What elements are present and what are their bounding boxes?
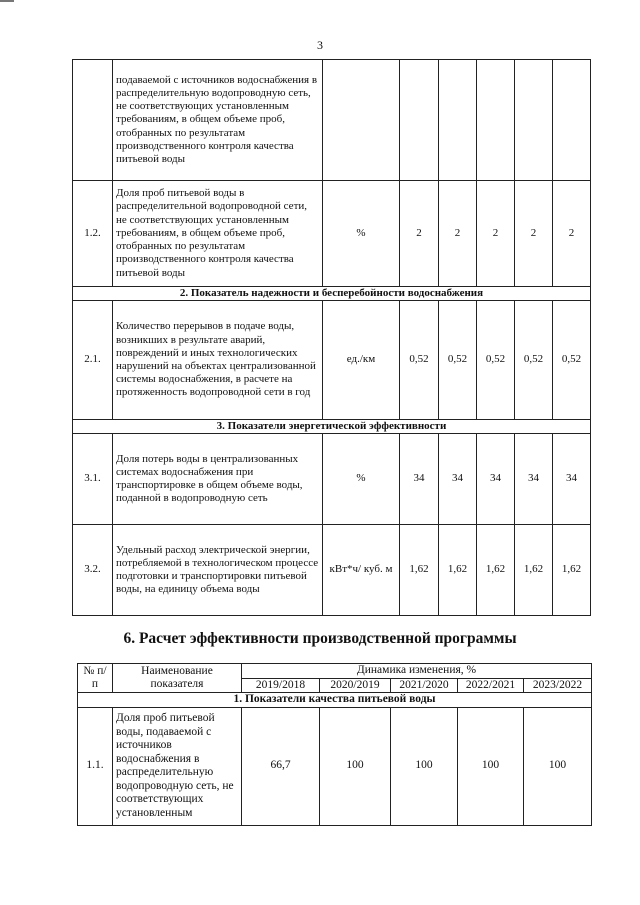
row-description: подаваемой с источников водоснабжения в распределительную водопроводную сеть, не соответствующих установленным требованиям, в общем объеме проб, отобранных по результатам производственного контроля качества питьевой воды (113, 60, 323, 181)
year-header: 2019/2018 (242, 678, 320, 693)
page-number: 3 (317, 38, 323, 52)
row-description: Доля проб питьевой воды в распределительной водопроводной сети, не соответствующих установленным требованиям, в общем объеме проб, отобранных по результатам производственного контроля качества питьевой воды (113, 181, 323, 287)
row-value: 0,52 (400, 301, 439, 420)
row-description: Доля потерь воды в централизованных системах водоснабжения при транспортировке в общем объеме воды, поданной в водопроводную сеть (113, 434, 323, 525)
row-number (73, 60, 113, 181)
section-title: 3. Показатели энергетической эффективности (73, 420, 591, 434)
row-value: 100 (524, 707, 592, 825)
row-unit (323, 60, 400, 181)
row-number: 1.2. (73, 181, 113, 287)
row-description: Удельный расход электрической энергии, потребляемой в технологическом процессе подготовки и транспортировки питьевой воды, на единицу объема воды (113, 525, 323, 616)
year-header: 2022/2021 (458, 678, 524, 693)
row-value: 34 (515, 434, 553, 525)
table-row (73, 301, 591, 420)
row-value: 100 (458, 707, 524, 825)
row-value: 34 (439, 434, 477, 525)
row-value: 100 (320, 707, 391, 825)
row-value: 34 (477, 434, 515, 525)
row-value (553, 60, 591, 181)
row-value: 2 (439, 181, 477, 287)
table-row (78, 707, 592, 825)
row-value: 2 (400, 181, 439, 287)
row-value: 34 (553, 434, 591, 525)
column-header-name: Наименование показателя (113, 664, 242, 693)
table-row (73, 525, 591, 616)
section-title: 2. Показатель надежности и бесперебойности водоснабжения (73, 287, 591, 301)
row-value: 1,62 (477, 525, 515, 616)
corner-mark (0, 0, 14, 2)
row-value: 66,7 (242, 707, 320, 825)
row-value: 0,52 (439, 301, 477, 420)
column-header-dynamics: Динамика изменения, % (242, 664, 592, 679)
row-value: 0,52 (515, 301, 553, 420)
row-value: 0,52 (553, 301, 591, 420)
year-header: 2021/2020 (391, 678, 458, 693)
efficiency-table (77, 663, 592, 826)
row-value (515, 60, 553, 181)
section-row (73, 420, 591, 434)
row-value: 2 (477, 181, 515, 287)
row-value (477, 60, 515, 181)
row-value: 1,62 (515, 525, 553, 616)
column-header-number: № п/п (78, 664, 113, 693)
row-description: Количество перерывов в подаче воды, возникших в результате аварий, повреждений и иных технологических нарушений на объектах централизованной системы водоснабжения, в расчете на протяженность водопроводной сети в год (113, 301, 323, 420)
row-value: 34 (400, 434, 439, 525)
row-number: 3.2. (73, 525, 113, 616)
row-number: 3.1. (73, 434, 113, 525)
row-unit: % (323, 434, 400, 525)
section-row (78, 693, 592, 708)
row-value: 1,62 (553, 525, 591, 616)
row-unit: ед./км (323, 301, 400, 420)
row-value: 1,62 (439, 525, 477, 616)
row-value: 0,52 (477, 301, 515, 420)
row-value: 2 (553, 181, 591, 287)
row-value: 2 (515, 181, 553, 287)
section-row (73, 287, 591, 301)
indicators-table (72, 59, 591, 616)
row-value (400, 60, 439, 181)
table-row (73, 181, 591, 287)
efficiency-table-header-row (78, 664, 592, 679)
row-value: 100 (391, 707, 458, 825)
section-heading: 6. Расчет эффективности производственной программы (123, 630, 517, 647)
table-row (73, 60, 591, 181)
row-number: 2.1. (73, 301, 113, 420)
row-value: 1,62 (400, 525, 439, 616)
row-unit: кВт*ч/ куб. м (323, 525, 400, 616)
row-number: 1.1. (78, 707, 113, 825)
row-description: Доля проб питьевой воды, подаваемой с источников водоснабжения в распределительную водопроводную сеть, не соответствующих установленным (113, 707, 242, 825)
table-row (73, 434, 591, 525)
row-unit: % (323, 181, 400, 287)
section-title: 1. Показатели качества питьевой воды (78, 693, 592, 708)
year-header: 2023/2022 (524, 678, 592, 693)
year-header: 2020/2019 (320, 678, 391, 693)
row-value (439, 60, 477, 181)
indicators-table-body (73, 60, 591, 616)
